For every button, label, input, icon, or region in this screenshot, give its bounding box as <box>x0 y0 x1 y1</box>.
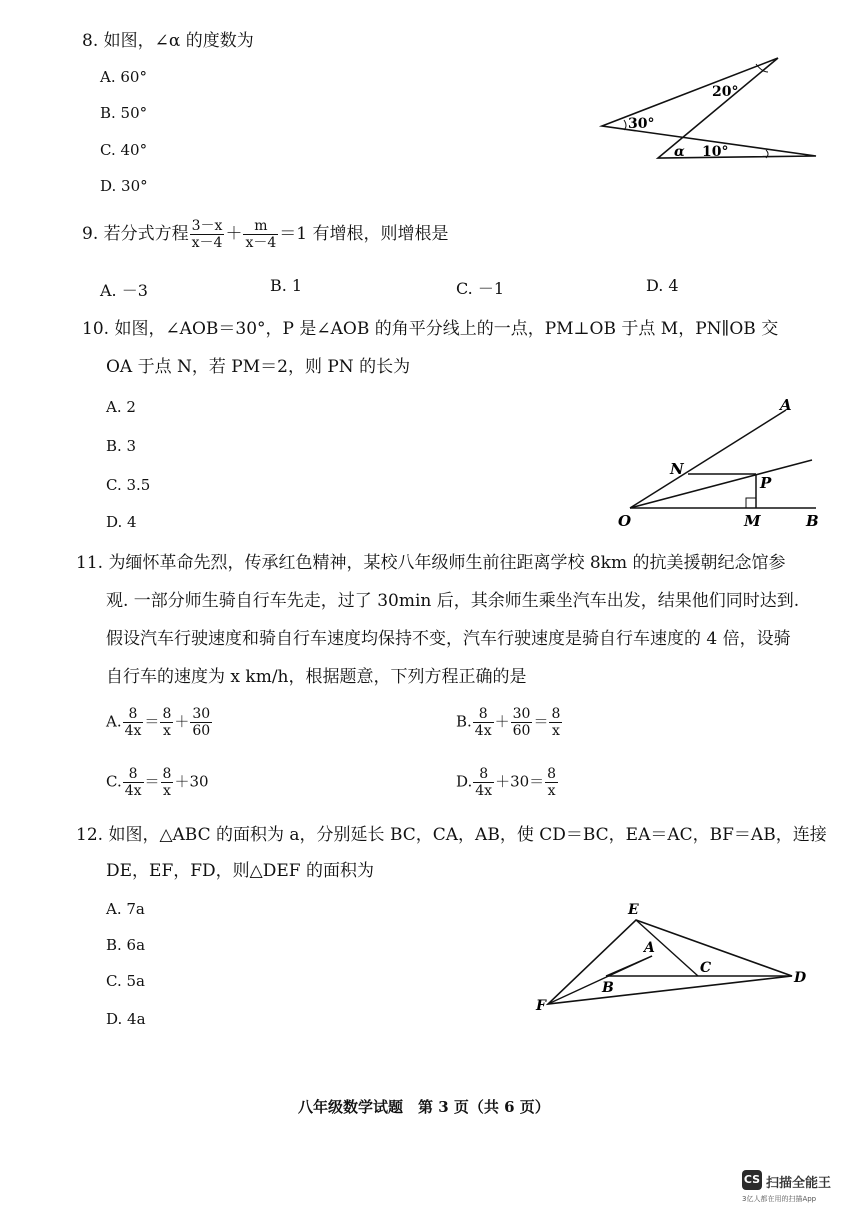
q12-label-a: A <box>644 940 655 956</box>
q10-option-c: C. 3.5 <box>106 476 151 494</box>
q11-b-eq: ＝ <box>533 712 549 731</box>
q12-label-e: E <box>628 902 639 918</box>
q11-b-d2: 60 <box>512 723 531 739</box>
q11-a-frac-2 <box>160 706 173 739</box>
q9-option-d: D. 4 <box>646 276 679 295</box>
q9-prefix: 9. 若分式方程 <box>82 224 189 244</box>
q11-d-n1: 8 <box>473 766 494 783</box>
q9-option-c: C. －1 <box>456 279 505 298</box>
q11-c-n2: 8 <box>162 766 172 782</box>
q9-frac1-num: 3－x <box>191 218 223 234</box>
q11-d-n2: 8 <box>547 766 557 782</box>
q12-label-d: D <box>794 970 807 986</box>
q11-line-4: 自行车的速度为 x km/h，根据题意，下列方程正确的是 <box>106 667 527 687</box>
q9-option-a: A. －3 <box>100 281 148 300</box>
q10-label-a: A <box>780 396 792 414</box>
q11-c-n1: 8 <box>123 766 144 783</box>
q10-label-n: N <box>670 460 684 478</box>
q8-figure <box>590 50 830 170</box>
q11-d-d2: x <box>547 783 556 799</box>
q11-line-2: 观. 一部分师生骑自行车先走，过了 30min 后，其余师生乘坐汽车出发，结果他们同时达到. <box>106 591 800 611</box>
q10-label-b: B <box>806 512 819 530</box>
q11-a-n2: 8 <box>162 706 172 722</box>
q11-line-1: 11. 为缅怀革命先烈，传承红色精神，某校八年级师生前往距离学校 8km 的抗美援朝纪念馆参 <box>76 553 786 573</box>
q11-d-frac-1 <box>473 766 494 799</box>
q10-label-p: P <box>760 474 772 492</box>
q11-option-b <box>456 706 563 739</box>
q9-plus: ＋ <box>225 224 243 244</box>
watermark-app-name: 扫描全能王 <box>766 1176 832 1191</box>
q11-a-n3: 30 <box>192 706 211 722</box>
q10-option-a: A. 2 <box>106 398 136 416</box>
q12-line-2: DE，EF，FD，则△DEF 的面积为 <box>106 861 374 881</box>
q10-option-d: D. 4 <box>106 513 137 531</box>
q12-option-b: B. 6a <box>106 936 146 954</box>
q8-option-b: B. 50° <box>100 104 148 122</box>
q9-fraction-2 <box>243 218 278 251</box>
q11-b-n3: 8 <box>551 706 561 722</box>
q9-frac1-den: x－4 <box>191 235 223 251</box>
q11-option-c <box>106 766 209 799</box>
q9-fraction-1 <box>190 218 225 251</box>
q11-option-d <box>456 766 559 799</box>
q8-label-30: 30° <box>628 116 655 132</box>
q11-c-label: C. <box>106 772 122 791</box>
q11-c-frac-2 <box>161 766 174 799</box>
q8-stem: 8. 如图，∠α 的度数为 <box>82 31 254 51</box>
q8-option-a: A. 60° <box>100 68 147 86</box>
cs-logo-icon: CS <box>742 1170 762 1190</box>
q10-line-1: 10. 如图，∠AOB＝30°，P 是∠AOB 的角平分线上的一点，PM⊥OB 于点 M，PN∥OB 交 <box>82 319 779 339</box>
q10-label-m: M <box>744 512 761 530</box>
q9-stem <box>82 218 448 251</box>
q9-suffix: ＝1 有增根，则增根是 <box>279 224 449 244</box>
q11-c-frac-1 <box>123 766 144 799</box>
q10-option-b: B. 3 <box>106 437 137 455</box>
q11-b-plus: ＋ <box>494 712 510 731</box>
page-footer: 八年级数学试题 第 3 页（共 6 页） <box>298 1098 550 1116</box>
q11-c-d1: 4x <box>124 783 142 799</box>
q12-figure <box>530 900 820 1018</box>
q10-figure <box>610 392 830 534</box>
q9-frac2-den: x－4 <box>245 235 277 251</box>
q11-a-eq: ＝ <box>144 712 160 731</box>
q8-option-c: C. 40° <box>100 141 148 159</box>
q11-d-frac-2 <box>545 766 558 799</box>
q11-a-d2: x <box>162 723 171 739</box>
scanner-watermark <box>742 1170 852 1210</box>
q12-option-c: C. 5a <box>106 972 145 990</box>
q12-label-f: F <box>536 998 546 1014</box>
q11-d-mid: ＋30＝ <box>495 772 545 791</box>
q11-b-frac-3 <box>549 706 562 739</box>
q12-label-b: B <box>602 980 614 996</box>
q11-option-a <box>106 706 213 739</box>
q11-b-frac-2 <box>511 706 533 739</box>
watermark-tagline: 3亿人都在用的扫描App <box>742 1195 817 1203</box>
q8-option-d: D. 30° <box>100 177 148 195</box>
q12-line-1: 12. 如图，△ABC 的面积为 a，分别延长 BC，CA，AB，使 CD＝BC，EA＝AC，BF＝AB，连接 <box>76 825 827 845</box>
q11-a-plus: ＋ <box>174 712 190 731</box>
q9-frac2-num: m <box>243 218 278 235</box>
q11-a-d3: 60 <box>192 723 211 739</box>
q10-line-2: OA 于点 N，若 PM＝2，则 PN 的长为 <box>106 357 411 377</box>
q8-label-10: 10° <box>702 144 729 160</box>
q11-a-n1: 8 <box>123 706 144 723</box>
q12-label-c: C <box>700 960 712 976</box>
q11-c-eq: ＝ <box>144 772 160 791</box>
q12-option-d: D. 4a <box>106 1010 146 1028</box>
q11-a-d1: 4x <box>124 723 142 739</box>
q11-b-n2: 30 <box>512 706 531 722</box>
q12-option-a: A. 7a <box>106 900 145 918</box>
q11-c-tail: ＋30 <box>174 772 209 791</box>
q11-a-frac-3 <box>190 706 212 739</box>
q11-d-d1: 4x <box>475 783 493 799</box>
q11-b-n1: 8 <box>473 706 494 723</box>
q11-line-3: 假设汽车行驶速度和骑自行车速度均保持不变，汽车行驶速度是骑自行车速度的 4 倍，设骑 <box>106 629 791 649</box>
q10-label-o: O <box>618 512 632 530</box>
q9-option-b: B. 1 <box>270 276 303 295</box>
q8-label-20: 20° <box>712 84 739 100</box>
q11-b-label: B. <box>456 712 472 731</box>
q11-b-frac-1 <box>473 706 494 739</box>
q11-b-d3: x <box>551 723 560 739</box>
q11-c-d2: x <box>163 783 171 799</box>
q8-label-alpha: α <box>674 144 685 160</box>
q11-b-d1: 4x <box>474 723 492 739</box>
q11-a-frac-1 <box>123 706 144 739</box>
q11-a-label: A. <box>106 712 122 731</box>
q11-d-label: D. <box>456 772 473 791</box>
